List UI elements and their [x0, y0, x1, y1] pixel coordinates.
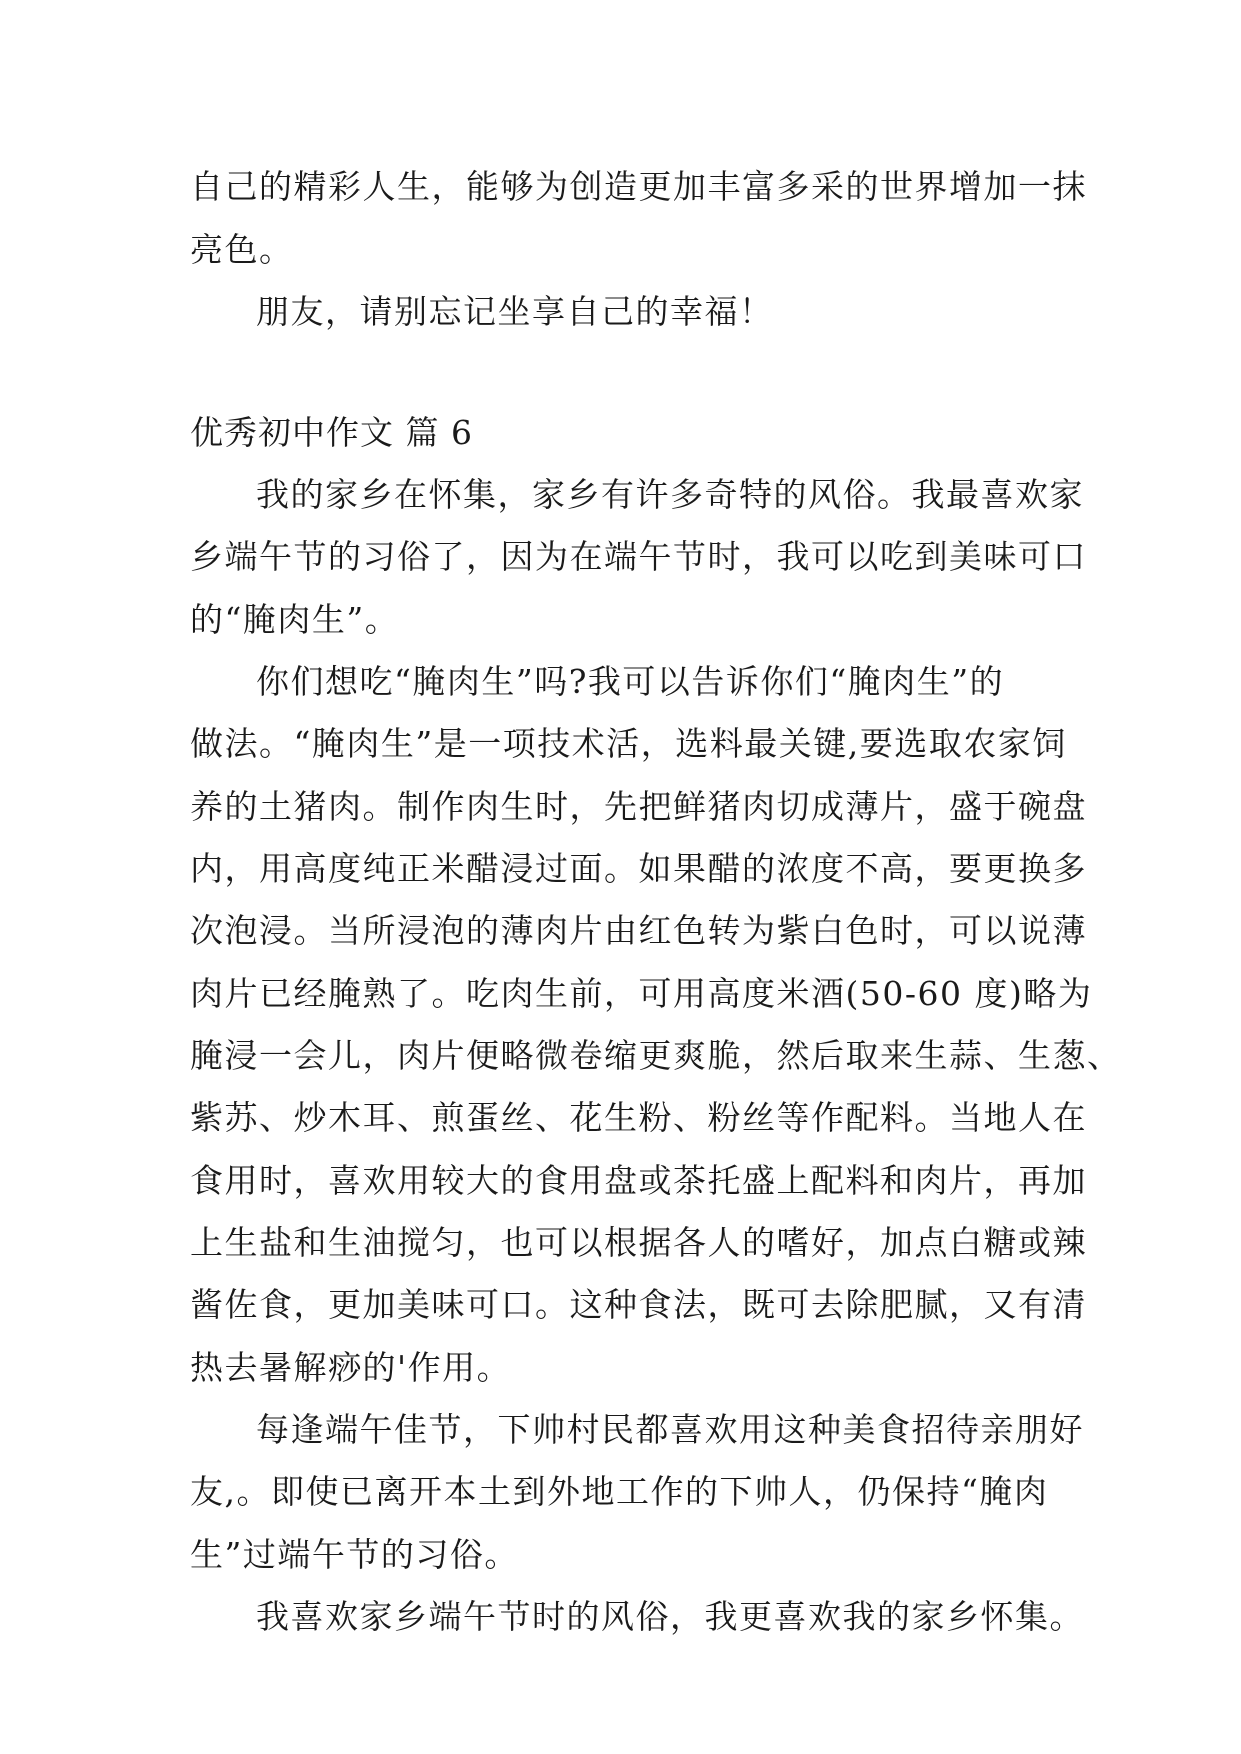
- text-line: 生”过端午节的习俗。: [190, 1535, 519, 1574]
- text-line: 每逢端午佳节，下帅村民都喜欢用这种美食招待亲朋好: [256, 1410, 1084, 1449]
- text-line: 我喜欢家乡端午节时的风俗，我更喜欢我的家乡怀集。: [256, 1597, 1084, 1636]
- section-title: 优秀初中作文 篇 6: [190, 413, 473, 452]
- text-line: 自己的精彩人生，能够为创造更加丰富多采的世界增加一抹: [190, 167, 1087, 206]
- text-line: 亮色。: [190, 230, 294, 269]
- text-line: 我的家乡在怀集，家乡有许多奇特的风俗。我最喜欢家: [256, 475, 1084, 514]
- text-line: 的“腌肉生”。: [190, 600, 400, 639]
- text-line: 上生盐和生油搅匀，也可以根据各人的嗜好，加点白糖或辣: [190, 1223, 1087, 1262]
- text-line: 食用时，喜欢用较大的食用盘或茶托盛上配料和肉片，再加: [190, 1161, 1087, 1200]
- text-line: 腌浸一会儿，肉片便略微卷缩更爽脆，然后取来生蒜、生葱、: [190, 1036, 1122, 1075]
- text-line: 肉片已经腌熟了。吃肉生前，可用高度米酒(50-60 度)略为: [190, 974, 1093, 1013]
- text-line: 次泡浸。当所浸泡的薄肉片由红色转为紫白色时，可以说薄: [190, 911, 1087, 950]
- text-line: 乡端午节的习俗了，因为在端午节时，我可以吃到美味可口: [190, 537, 1087, 576]
- text-line: 友,。即使已离开本土到外地工作的下帅人，仍保持“腌肉: [190, 1472, 1049, 1511]
- text-line: 紫苏、炒木耳、煎蛋丝、花生粉、粉丝等作配料。当地人在: [190, 1098, 1087, 1137]
- text-line: 你们想吃“腌肉生”吗?我可以告诉你们“腌肉生”的: [256, 662, 1005, 701]
- text-line: 内，用高度纯正米醋浸过面。如果醋的浓度不高，要更换多: [190, 849, 1087, 888]
- text-line: 养的土猪肉。制作肉生时，先把鲜猪肉切成薄片，盛于碗盘: [190, 787, 1087, 826]
- text-line: 热去暑解痧的'作用。: [190, 1348, 512, 1387]
- closing-line: 朋友，请别忘记坐享自己的幸福！: [256, 292, 774, 331]
- text-line: 酱佐食，更加美味可口。这种食法，既可去除肥腻，又有清: [190, 1285, 1087, 1324]
- text-line: 做法。“腌肉生”是一项技术活，选料最关键,要选取农家饲: [190, 724, 1067, 763]
